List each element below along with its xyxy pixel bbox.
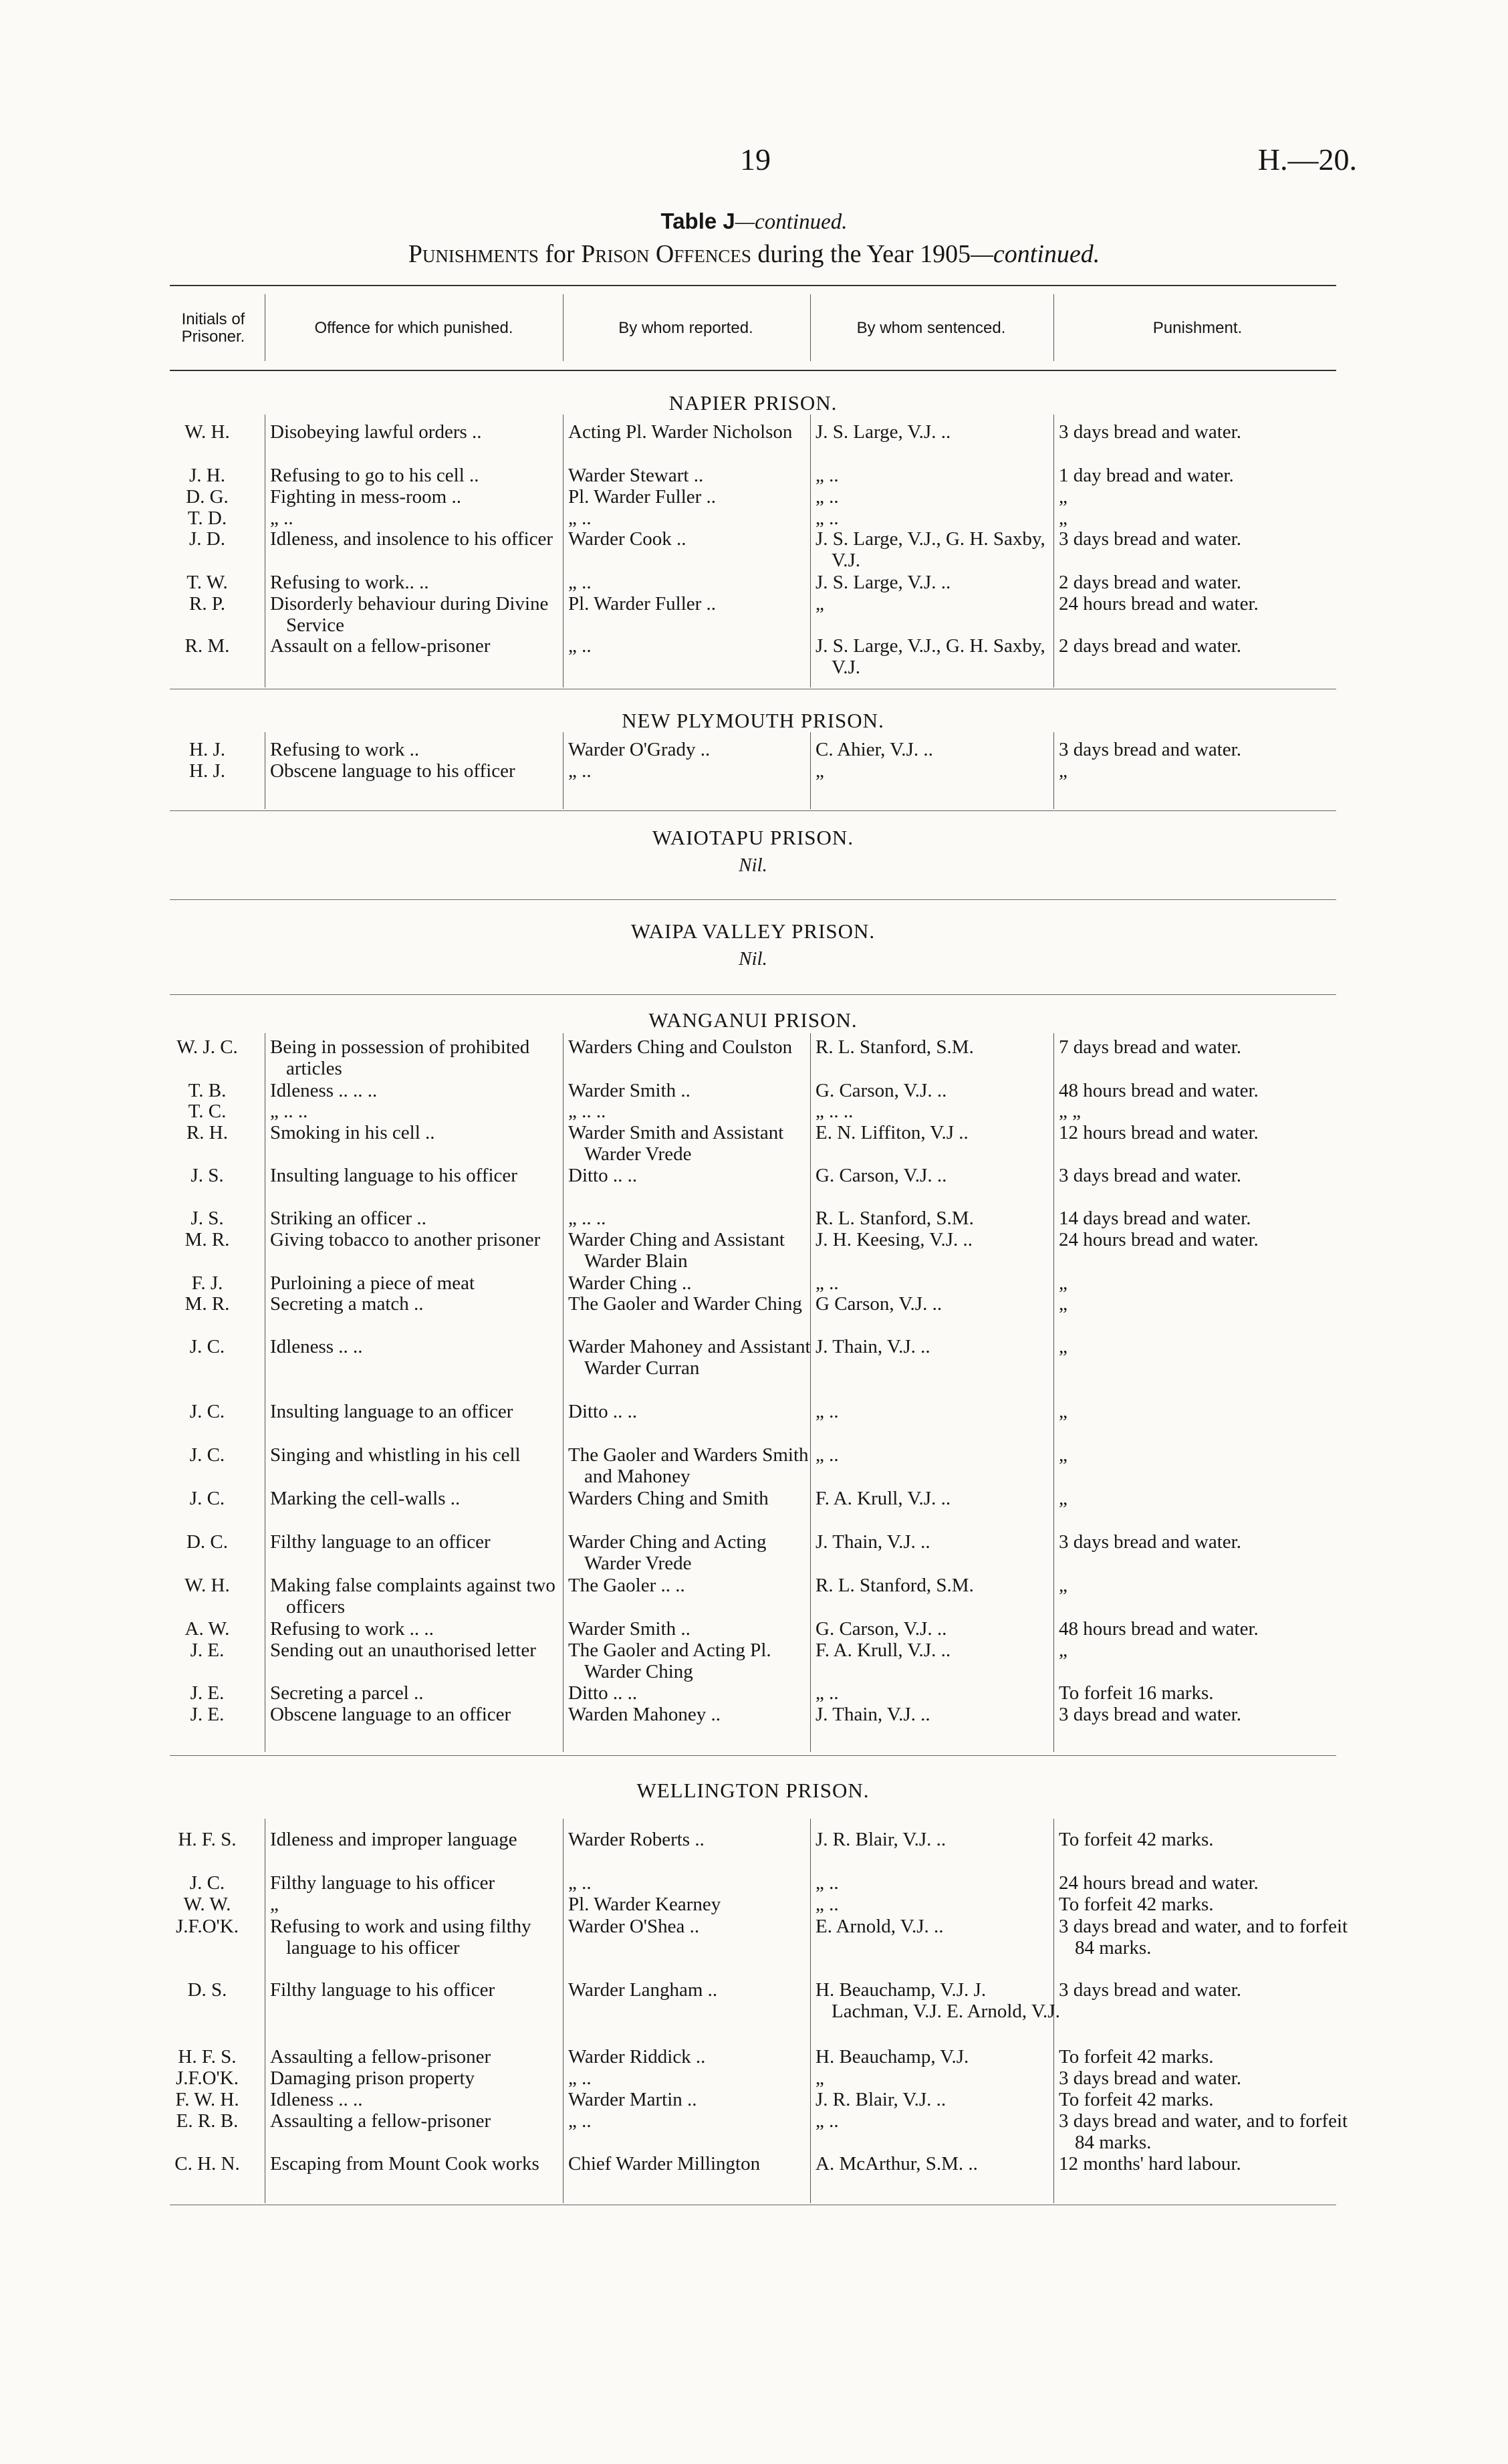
cell-offence: Singing and whistling in his cell [270,1444,521,1466]
cell-initials: E. R. B. [176,2110,239,2132]
cell-initials: H. J. [189,760,225,782]
cell-offence: Refusing to go to his cell .. [270,465,479,486]
cell-punishment: „ [1059,1444,1067,1466]
cell-initials: D. C. [186,1531,229,1553]
cell-punishment: To forfeit 42 marks. [1059,1894,1214,1915]
cell-reported: Acting Pl. Warder Nicholson [568,421,793,443]
cell-offence: Idleness .. .. .. [270,1080,378,1101]
cell-punishment: 3 days bread and water. [1059,1531,1241,1553]
cell-reported: Warder Ching and Assistant Warder Blain [568,1229,785,1272]
cell-punishment: 48 hours bread and water. [1059,1080,1259,1101]
cell-sentenced: R. L. Stanford, S.M. [815,1036,974,1058]
cell-sentenced: G. Carson, V.J. .. [815,1165,947,1186]
cell-initials: J. E. [190,1640,225,1661]
cell-sentenced: „ .. [815,508,839,529]
cell-offence: Refusing to work .. .. [270,1618,434,1640]
cell-reported: „ .. [568,572,592,593]
col-punishment: Punishment. [1152,319,1243,337]
cell-offence: Refusing to work.. .. [270,572,429,593]
cell-reported: „ .. [568,2067,592,2089]
section-title-wanganui: WANGANUI PRISON. [648,1008,858,1032]
cell-offence: Idleness .. .. [270,1336,363,1357]
cell-sentenced: „ [815,2067,824,2089]
cell-initials: J. S. [191,1208,224,1229]
cell-offence: „ .. .. [270,1101,308,1122]
cell-punishment: 3 days bread and water. [1059,739,1241,760]
section-title-new-plymouth: NEW PLYMOUTH PRISON. [622,709,884,732]
cell-initials: F. J. [191,1272,223,1294]
col-offence: Offence for which punished. [314,319,513,337]
cell-sentenced: „ [815,593,824,614]
column-headers [170,288,1336,369]
caption-offences: Prison Offences [581,240,751,268]
cell-punishment: „ [1059,1640,1067,1661]
cell-punishment: „ [1059,1293,1067,1315]
cell-reported: Warders Ching and Coulston [568,1036,793,1058]
cell-sentenced: G Carson, V.J. .. [815,1293,943,1315]
cell-sentenced: H. Beauchamp, V.J. [815,2046,969,2067]
cell-punishment: 14 days bread and water. [1059,1208,1251,1229]
cell-punishment: 48 hours bread and water. [1059,1618,1259,1640]
cell-sentenced: „ .. .. [815,1101,854,1122]
table-label: Table J [660,209,735,233]
cell-initials: W. H. [184,421,230,443]
cell-reported: Warder Ching .. [568,1272,692,1294]
col-reported: By whom reported. [618,319,753,337]
cell-sentenced: „ .. [815,2110,839,2132]
cell-offence: Making false complaints against two officers [270,1575,555,1617]
cell-initials: T. W. [186,572,228,593]
cell-punishment: „ [1059,486,1067,508]
cell-reported: Warder Smith .. [568,1080,690,1101]
cell-punishment: 24 hours bread and water. [1059,1229,1259,1250]
cell-offence: Marking the cell-walls .. [270,1488,461,1509]
cell-punishment: „ [1059,1488,1067,1509]
cell-offence: Disorderly behaviour during Divine Service [270,593,549,636]
cell-punishment: „ [1059,508,1067,529]
cell-offence: Filthy language to an officer [270,1531,491,1553]
cell-sentenced: J. Thain, V.J. .. [815,1336,930,1357]
cell-punishment: „ [1059,1401,1067,1422]
cell-punishment: 3 days bread and water. [1059,1165,1241,1186]
cell-sentenced: J. R. Blair, V.J. .. [815,1829,947,1850]
cell-punishment: 2 days bread and water. [1059,635,1241,657]
cell-reported: Pl. Warder Kearney [568,1894,721,1915]
cell-initials: D. S. [187,1979,227,2001]
section-divider [170,1755,1336,1756]
cell-reported: „ .. [568,635,592,657]
cell-punishment: „ [1059,1272,1067,1294]
section-divider [170,810,1336,811]
cell-offence: Idleness .. .. [270,2089,363,2110]
cell-initials: A. W. [184,1618,230,1640]
cell-punishment: To forfeit 42 marks. [1059,2046,1214,2067]
caption-year: during the Year 1905 [751,240,971,268]
cell-sentenced: R. L. Stanford, S.M. [815,1575,974,1596]
cell-reported: Chief Warder Millington [568,2153,761,2174]
header-column-rule [810,294,811,361]
header-column-rule [1053,294,1054,361]
cell-initials: J. S. [191,1165,224,1186]
cell-initials: W. J. C. [176,1036,238,1058]
cell-initials: M. R. [184,1229,230,1250]
cell-initials: C. H. N. [174,2153,240,2174]
cell-punishment: 24 hours bread and water. [1059,1872,1259,1894]
cell-reported: Pl. Warder Fuller .. [568,593,717,614]
cell-initials: H. F. S. [178,2046,237,2067]
cell-offence: Secreting a match .. [270,1293,424,1315]
table-caption [0,239,1508,269]
section-title-waiotapu: WAIOTAPU PRISON. [652,826,854,849]
cell-initials: D. G. [186,486,229,508]
table-continued: —continued. [735,210,848,234]
cell-reported: Warder Mahoney and Assistant Warder Curran [568,1336,811,1379]
cell-punishment: 12 hours bread and water. [1059,1122,1259,1143]
cell-initials: M. R. [184,1293,230,1315]
header-top-rule [170,285,1336,286]
cell-offence: Insulting language to an officer [270,1401,513,1422]
cell-offence: „ [270,1894,279,1915]
cell-punishment: 3 days bread and water. [1059,1704,1241,1725]
cell-reported: Warder O'Shea .. [568,1916,700,1937]
cell-initials: R. P. [188,593,225,614]
cell-punishment: 3 days bread and water, and to forfeit 84 marks. [1059,1916,1348,1958]
cell-initials: T. C. [188,1101,227,1122]
cell-initials: W. W. [183,1894,231,1915]
cell-initials: J. D. [189,528,225,550]
cell-punishment: 3 days bread and water. [1059,2067,1241,2089]
cell-initials: J. E. [190,1704,225,1725]
cell-punishment: 2 days bread and water. [1059,572,1241,593]
cell-offence: Damaging prison property [270,2067,475,2089]
cell-reported: „ .. .. [568,1101,606,1122]
cell-reported: The Gaoler .. .. [568,1575,685,1596]
caption-punishments: Punishments [408,240,539,268]
cell-reported: The Gaoler and Warder Ching [568,1293,802,1315]
cell-initials: T. B. [188,1080,227,1101]
cell-initials: T. D. [187,508,227,529]
cell-reported: „ .. [568,760,592,782]
page-number: 19 [740,142,771,177]
cell-offence: Being in possession of prohibited articles [270,1036,530,1079]
cell-initials: J. C. [189,1336,225,1357]
cell-offence: Giving tobacco to another prisoner [270,1229,541,1250]
cell-offence: Refusing to work .. [270,739,420,760]
cell-initials: J. C. [189,1488,225,1509]
cell-sentenced: H. Beauchamp, V.J. J. Lachman, V.J. E. Arnold, V.J. [815,1979,1060,2022]
cell-offence: Assaulting a fellow-prisoner [270,2110,491,2132]
cell-reported: „ .. [568,1872,592,1894]
section-nil-waipa: Nil. [739,948,767,970]
cell-sentenced: A. McArthur, S.M. .. [815,2153,978,2174]
cell-offence: Filthy language to his officer [270,1979,495,2001]
cell-offence: „ .. [270,508,293,529]
cell-reported: Warder Ching and Acting Warder Vrede [568,1531,767,1574]
cell-punishment: 3 days bread and water. [1059,421,1241,443]
cell-reported: Warder O'Grady .. [568,739,711,760]
cell-reported: Ditto .. .. [568,1165,638,1186]
cell-punishment: 12 months' hard labour. [1059,2153,1241,2174]
cell-sentenced: „ .. [815,1894,839,1915]
cell-reported: The Gaoler and Acting Pl. Warder Ching [568,1640,771,1682]
cell-initials: F. W. H. [175,2089,239,2110]
cell-offence: Obscene language to his officer [270,760,515,782]
cell-offence: Idleness, and insolence to his officer [270,528,553,550]
cell-reported: The Gaoler and Warders Smith and Mahoney [568,1444,809,1487]
cell-sentenced: J. S. Large, V.J. .. [815,572,951,593]
cell-reported: Warder Cook .. [568,528,686,550]
cell-offence: Insulting language to his officer [270,1165,517,1186]
cell-reported: Warder Langham .. [568,1979,718,2001]
cell-sentenced: J. R. Blair, V.J. .. [815,2089,947,2110]
cell-initials: R. H. [186,1122,229,1143]
cell-punishment: To forfeit 42 marks. [1059,2089,1214,2110]
section-title-wellington: WELLINGTON PRISON. [636,1779,870,1802]
cell-sentenced: G. Carson, V.J. .. [815,1618,947,1640]
cell-reported: „ .. [568,508,592,529]
cell-sentenced: J. H. Keesing, V.J. .. [815,1229,973,1250]
cell-reported: Warder Smith and Assistant Warder Vrede [568,1122,784,1165]
cell-initials: J. H. [189,465,225,486]
cell-offence: Purloining a piece of meat [270,1272,475,1294]
cell-offence: Sending out an unauthorised letter [270,1640,536,1661]
cell-sentenced: G. Carson, V.J. .. [815,1080,947,1101]
cell-offence: Assault on a fellow-prisoner [270,635,491,657]
cell-punishment: To forfeit 42 marks. [1059,1829,1214,1850]
cell-reported: Warden Mahoney .. [568,1704,721,1725]
section-divider [170,994,1336,995]
cell-initials: J. C. [189,1872,225,1894]
cell-offence: Secreting a parcel .. [270,1682,424,1704]
cell-reported: Warder Smith .. [568,1618,690,1640]
cell-punishment: 3 days bread and water, and to forfeit 84 marks. [1059,2110,1348,2153]
cell-punishment: „ [1059,760,1067,782]
page-reference: H.—20. [1257,142,1357,177]
cell-sentenced: „ .. [815,1272,839,1294]
cell-reported: Pl. Warder Fuller .. [568,486,717,508]
cell-initials: J.F.O'K. [176,1916,239,1937]
table-title [0,209,1508,235]
cell-reported: Warders Ching and Smith [568,1488,769,1509]
col-sentenced: By whom sentenced. [856,319,1006,337]
cell-offence: Smoking in his cell .. [270,1122,435,1143]
cell-reported: Warder Roberts .. [568,1829,705,1850]
caption-continued: —continued. [971,240,1100,268]
cell-sentenced: J. Thain, V.J. .. [815,1704,930,1725]
cell-punishment: „ „ [1059,1101,1081,1122]
cell-sentenced: F. A. Krull, V.J. .. [815,1640,951,1661]
cell-initials: J. E. [190,1682,225,1704]
cell-offence: Escaping from Mount Cook works [270,2153,539,2174]
cell-reported: Ditto .. .. [568,1682,638,1704]
cell-sentenced: C. Ahier, V.J. .. [815,739,933,760]
cell-initials: J. C. [189,1401,225,1422]
cell-reported: Warder Riddick .. [568,2046,706,2067]
cell-sentenced: J. S. Large, V.J., G. H. Saxby, V.J. [815,635,1045,678]
cell-offence: Refusing to work and using filthy language to his officer [270,1916,531,1958]
cell-sentenced: „ .. [815,465,839,486]
cell-initials: H. J. [189,739,225,760]
cell-sentenced: R. L. Stanford, S.M. [815,1208,974,1229]
cell-sentenced: „ .. [815,486,839,508]
cell-punishment: „ [1059,1575,1067,1596]
cell-punishment: 7 days bread and water. [1059,1036,1241,1058]
cell-punishment: 3 days bread and water. [1059,528,1241,550]
section-title-napier: NAPIER PRISON. [668,391,838,415]
cell-sentenced: „ .. [815,1401,839,1422]
cell-sentenced: „ [815,760,824,782]
cell-sentenced: E. Arnold, V.J. .. [815,1916,944,1937]
cell-punishment: 24 hours bread and water. [1059,593,1259,614]
cell-sentenced: J. S. Large, V.J., G. H. Saxby, V.J. [815,528,1045,571]
cell-punishment: 3 days bread and water. [1059,1979,1241,2001]
cell-offence: Assaulting a fellow-prisoner [270,2046,491,2067]
cell-punishment: „ [1059,1336,1067,1357]
col-initials: Initials of Prisoner. [181,310,245,346]
cell-reported: Ditto .. .. [568,1401,638,1422]
cell-punishment: 1 day bread and water. [1059,465,1234,486]
cell-sentenced: „ .. [815,1682,839,1704]
cell-sentenced: J. Thain, V.J. .. [815,1531,930,1553]
cell-reported: „ .. .. [568,1208,606,1229]
cell-offence: Disobeying lawful orders .. [270,421,482,443]
header-bottom-rule [170,370,1336,371]
cell-sentenced: „ .. [815,1872,839,1894]
section-divider [170,899,1336,900]
section-title-waipa: WAIPA VALLEY PRISON. [630,919,876,943]
cell-offence: Striking an officer .. [270,1208,426,1229]
cell-offence: Fighting in mess-room .. [270,486,461,508]
cell-sentenced: E. N. Liffiton, V.J .. [815,1122,969,1143]
cell-initials: R. M. [184,635,230,657]
cell-offence: Filthy language to his officer [270,1872,495,1894]
cell-reported: Warder Stewart .. [568,465,704,486]
cell-offence: Idleness and improper language [270,1829,517,1850]
cell-initials: W. H. [184,1575,230,1596]
cell-offence: Obscene language to an officer [270,1704,511,1725]
cell-sentenced: F. A. Krull, V.J. .. [815,1488,951,1509]
cell-initials: J.F.O'K. [176,2067,239,2089]
cell-sentenced: „ .. [815,1444,839,1466]
caption-for: for [538,240,582,268]
cell-reported: Warder Martin .. [568,2089,697,2110]
cell-initials: H. F. S. [178,1829,237,1850]
cell-punishment: To forfeit 16 marks. [1059,1682,1214,1704]
cell-initials: J. C. [189,1444,225,1466]
cell-reported: „ .. [568,2110,592,2132]
section-nil-waiotapu: Nil. [739,855,767,876]
cell-sentenced: J. S. Large, V.J. .. [815,421,951,443]
